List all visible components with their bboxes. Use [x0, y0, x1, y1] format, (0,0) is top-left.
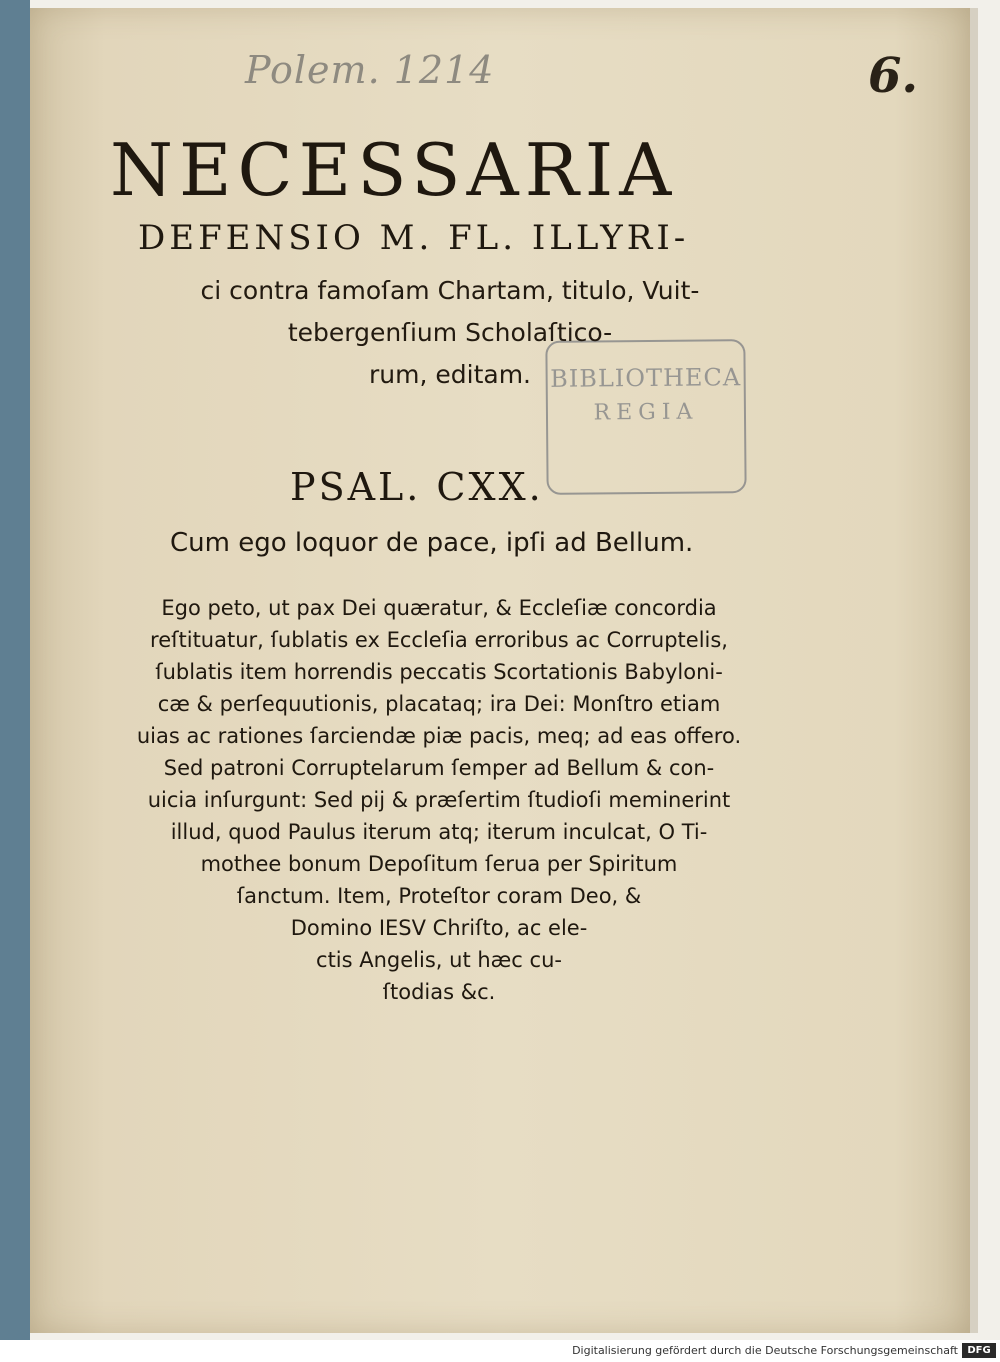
handwritten-shelfmark: Polem. 1214 — [245, 48, 495, 92]
body-line: Domino IESV Chriſto, ac ele- — [290, 916, 588, 940]
binding-strip — [0, 0, 30, 1340]
body-line: Sed patroni Corruptelarum ſemper ad Bellum & con- — [163, 756, 715, 780]
footer-bar — [0, 1340, 1000, 1362]
body-line: ctis Angelis, ut hæc cu- — [316, 948, 562, 972]
body-line: uicia inſurgunt: Sed pij & præſertim ſtudioſi meminerint — [147, 788, 731, 812]
motto: Cum ego loquor de pace, ipſi ad Bellum. — [170, 528, 694, 558]
stamp-line-2: REGIA — [593, 399, 699, 426]
body-text — [94, 592, 784, 1008]
footer-credit: Digitalisierung gefördert durch die Deutsche Forschungsgemeinschaft — [572, 1344, 958, 1357]
body-line: illud, quod Paulus iterum atq; iterum inculcat, O Ti- — [170, 820, 708, 844]
page-edge — [970, 8, 978, 1333]
body-line: uias ac rationes ſarciendæ piæ pacis, meq; ad eas offero. — [136, 724, 742, 748]
body-line: cæ & perſequutionis, placataq; ira Dei: Monſtro etiam — [157, 692, 721, 716]
body-line: mothee bonum Depoſitum ſerua per Spiritum — [200, 852, 678, 876]
page-title: NECESSARIA — [110, 128, 678, 212]
dfg-logo-icon: DFG — [962, 1343, 996, 1358]
body-line: ſanctum. Item, Proteſtor coram Deo, & — [236, 884, 642, 908]
subtitle-line: ci contra famoſam Chartam, titulo, Vuit- — [200, 276, 700, 305]
body-line: ſtodias &c. — [382, 980, 496, 1004]
stamp-line-1: BIBLIOTHECA — [550, 363, 742, 393]
subtitle-continuation — [130, 270, 770, 396]
body-line: Ego peto, ut pax Dei quæratur, & Eccleſiæ concordia — [161, 596, 717, 620]
body-line: reſtituatur, ſublatis ex Eccleſia erroribus ac Corruptelis, — [150, 628, 728, 652]
subtitle: DEFENSIO M. FL. ILLYRI- — [138, 218, 690, 258]
subtitle-line: rum, editam. — [369, 360, 531, 389]
psalm-heading: PSAL. CXX. — [290, 465, 544, 509]
handwritten-page-number: 6. — [868, 48, 919, 104]
body-line: ſublatis item horrendis peccatis Scortationis Babyloni- — [155, 660, 723, 684]
subtitle-line: tebergenſium Scholaſtico- — [287, 318, 613, 347]
